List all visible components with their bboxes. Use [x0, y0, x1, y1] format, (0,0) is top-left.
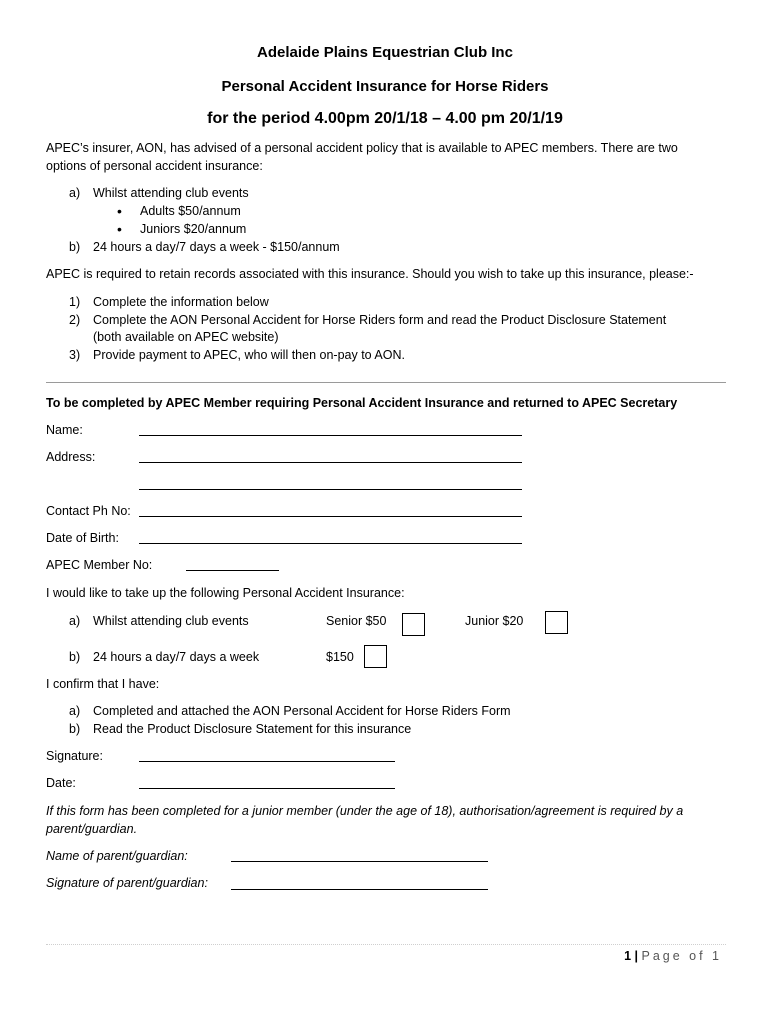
- signature-field[interactable]: [139, 761, 395, 762]
- contact-phone-label: Contact Ph No:: [46, 504, 131, 518]
- confirm-a-text: Completed and attached the AON Personal Accident for Horse Riders Form: [93, 704, 511, 718]
- date-of-birth-field[interactable]: [139, 543, 522, 544]
- option-b-label: 24 hours a day/7 days a week - $150/annum: [93, 240, 340, 254]
- document-title: Adelaide Plains Equestrian Club Inc: [257, 44, 513, 61]
- step-text: Complete the information below: [93, 295, 269, 309]
- page-number: 1: [624, 949, 632, 963]
- senior-checkbox[interactable]: [402, 613, 425, 636]
- bullet-icon: •: [117, 221, 122, 237]
- page-separator: |: [634, 949, 638, 963]
- intro-line-1: APEC’s insurer, AON, has advised of a personal accident policy that is available to APEC members. There are two: [46, 141, 678, 155]
- step-text-continued: (both available on APEC website): [93, 330, 279, 344]
- insurance-option-a-label: Whilst attending club events: [93, 614, 249, 628]
- date-of-birth-label: Date of Birth:: [46, 531, 119, 545]
- page-count-text: Page of 1: [641, 949, 722, 963]
- guardian-signature-label: Signature of parent/guardian:: [46, 876, 208, 890]
- bullet-icon: •: [117, 203, 122, 219]
- address-label: Address:: [46, 450, 96, 464]
- option-150-checkbox[interactable]: [364, 645, 387, 668]
- confirm-b-marker: b): [69, 722, 81, 736]
- member-number-field[interactable]: [186, 570, 279, 571]
- take-up-text: I would like to take up the following Personal Accident Insurance:: [46, 586, 405, 600]
- footer-divider: [46, 944, 726, 945]
- name-field[interactable]: [139, 435, 522, 436]
- step-text: Provide payment to APEC, who will then on-pay to AON.: [93, 348, 405, 362]
- address-field-line-1[interactable]: [139, 462, 522, 463]
- junior-price-label: Junior $20: [465, 614, 524, 628]
- guardian-name-field[interactable]: [231, 861, 488, 862]
- price-150-label: $150: [326, 650, 354, 664]
- option-juniors-price: Juniors $20/annum: [140, 222, 247, 236]
- insurance-option-b-label: 24 hours a day/7 days a week: [93, 650, 260, 664]
- junior-checkbox[interactable]: [545, 611, 568, 634]
- step-text: Complete the AON Personal Accident for Horse Riders form and read the Product Disclosure Statement: [93, 313, 667, 327]
- document-subtitle: Personal Accident Insurance for Horse Riders: [221, 78, 549, 95]
- form-heading: To be completed by APEC Member requiring Personal Accident Insurance and returned to APEC Secretary: [46, 396, 678, 410]
- page-footer: [624, 949, 722, 963]
- date-label: Date:: [46, 776, 76, 790]
- insurance-option-b-marker: b): [69, 650, 81, 664]
- step-marker: 2): [69, 313, 81, 327]
- confirm-b-text: Read the Product Disclosure Statement for this insurance: [93, 722, 412, 736]
- confirm-a-marker: a): [69, 704, 81, 718]
- option-b-marker: b): [69, 240, 81, 254]
- intro-line-2: options of personal accident insurance:: [46, 159, 263, 173]
- senior-price-label: Senior $50: [326, 614, 387, 628]
- contact-phone-field[interactable]: [139, 516, 522, 517]
- date-field[interactable]: [139, 788, 395, 789]
- step-marker: 1): [69, 295, 81, 309]
- section-divider: [46, 382, 726, 383]
- junior-note-line-2: parent/guardian.: [46, 822, 138, 836]
- document-period: for the period 4.00pm 20/1/18 – 4.00 pm 20/1/19: [207, 110, 563, 127]
- option-a-label: Whilst attending club events: [93, 186, 249, 200]
- confirm-text: I confirm that I have:: [46, 677, 160, 691]
- junior-note-line-1: If this form has been completed for a junior member (under the age of 18), authorisation/agreement is required by a: [46, 804, 684, 818]
- step-marker: 3): [69, 348, 81, 362]
- option-a-marker: a): [69, 186, 81, 200]
- insurance-option-a-marker: a): [69, 614, 81, 628]
- name-label: Name:: [46, 423, 83, 437]
- guardian-name-label: Name of parent/guardian:: [46, 849, 188, 863]
- option-adults-price: Adults $50/annum: [140, 204, 241, 218]
- requirement-text: APEC is required to retain records associated with this insurance. Should you wish to take up this insurance, please:-: [46, 267, 694, 281]
- member-number-label: APEC Member No:: [46, 558, 153, 572]
- guardian-signature-field[interactable]: [231, 889, 488, 890]
- signature-label: Signature:: [46, 749, 103, 763]
- address-field-line-2[interactable]: [139, 489, 522, 490]
